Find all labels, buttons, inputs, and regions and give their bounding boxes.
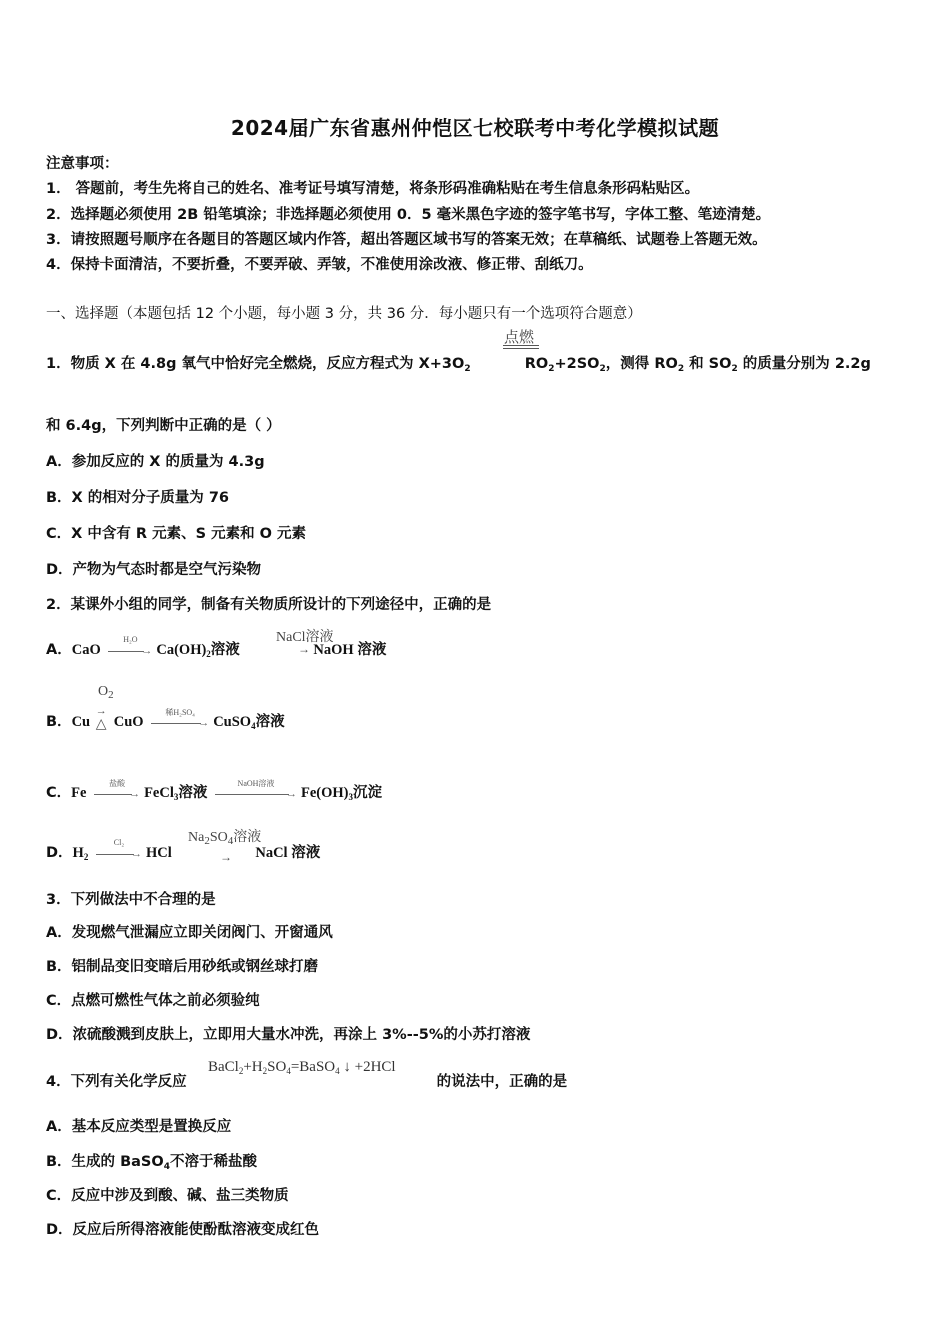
section-heading: 一、选择题（本题包括 12 个小题，每小题 3 分，共 36 分．每小题只有一个选项符合题意） (46, 306, 642, 322)
q1-option-b[interactable]: B．X 的相对分子质量为 76 (46, 490, 230, 506)
notice-item-2: 2．选择题必须使用 2B 铅笔填涂；非选择题必须使用 0．5 毫米黑色字迹的签字笔书写，字体工整、笔迹清楚。 (46, 207, 771, 223)
q3-option-a[interactable]: A．发现燃气泄漏应立即关闭阀门、开窗通风 (46, 925, 333, 941)
q3-option-c[interactable]: C．点燃可燃性气体之前必须验纯 (46, 993, 260, 1009)
arrow-icon: Cl₂ → (96, 847, 142, 861)
q2b-condition-1: $O_2$ (98, 684, 114, 701)
q2a-condition-2: NaCl溶液 (276, 630, 334, 645)
q4-option-a[interactable]: A．基本反应类型是置换反应 (46, 1119, 232, 1135)
q4-option-c[interactable]: C．反应中涉及到酸、碱、盐三类物质 (46, 1188, 289, 1204)
page-title: 2024届广东省惠州仲恺区七校联考中考化学模拟试题 (230, 116, 720, 140)
q2-option-a[interactable]: A．CaO H₂O → $Ca(OH)_2$溶液 NaOH 溶液 (46, 634, 387, 659)
q1-stem-cont: 和 6.4g，下列判断中正确的是（ ） (46, 418, 281, 434)
notice-item-3: 3．请按照题号顺序在各题目的答题区域内作答，超出答题区域书写的答案无效；在草稿纸、试题卷上答题无效。 (46, 232, 767, 248)
arrow-icon: 稀H₂SO₄ → (151, 716, 209, 730)
arrow-icon: NaOH溶液 → (215, 787, 297, 801)
q2-option-b[interactable]: B．Cu → △ CuO 稀H₂SO₄ → CuSO$_4$溶液 (46, 705, 285, 732)
q1-option-c[interactable]: C．X 中含有 R 元素、S 元素和 O 元素 (46, 526, 307, 542)
q4-option-b[interactable]: B．生成的 BaSO$_4$不溶于稀盐酸 (46, 1154, 257, 1172)
q2-stem: 2．某课外小组的同学，制备有关物质所设计的下列途径中，正确的是 (46, 597, 492, 613)
q1-option-a[interactable]: A．参加反应的 X 的质量为 4.3g (46, 454, 265, 470)
notice-item-4: 4．保持卡面清洁，不要折叠，不要弄破、弄皱，不准使用涂改液、修正带、刮纸刀。 (46, 257, 593, 273)
q2-option-c[interactable]: C．Fe 盐酸 → FeCl$_3$溶液 NaOH溶液 → $Fe(OH)_3$沉淀 (46, 778, 383, 802)
q3-option-d[interactable]: D．浓硫酸溅到皮肤上，立即用大量水冲洗，再涂上 3%--5%的小苏打溶液 (46, 1027, 531, 1043)
q2-option-d[interactable]: D．$H_2$ Cl₂ → HCl NaCl 溶液 (46, 837, 321, 862)
q2d-condition-2: $Na_2SO_4$溶液 (188, 830, 262, 847)
q3-stem: 3．下列做法中不合理的是 (46, 892, 216, 908)
q3-option-b[interactable]: B．铝制品变旧变暗后用砂纸或钢丝球打磨 (46, 959, 319, 975)
arrow-icon: 盐酸 → (94, 787, 140, 801)
q1-reaction-condition: 点燃 (504, 330, 535, 346)
q1-equal-sign (503, 345, 539, 349)
q1-stem: 1．物质 X 在 4.8g 氧气中恰好完全燃烧，反应方程式为 $X+3O_2$ $RO_2+2SO_2$，测得 $RO_2$ 和 $SO_2$ 的质量分别为 2.2g (46, 356, 871, 374)
q2b-arrow-1: → △ (95, 705, 107, 732)
q4-stem: 4．下列有关化学反应 的说法中，正确的是 (46, 1074, 568, 1090)
q4-option-d[interactable]: D．反应后所得溶液能使酚酞溶液变成红色 (46, 1222, 320, 1238)
notice-heading: 注意事项： (46, 156, 119, 172)
arrow-icon: H₂O → (108, 644, 152, 658)
q1-option-d[interactable]: D．产物为气态时都是空气污染物 (46, 562, 262, 578)
notice-item-1: 1． 答题前，考生先将自己的姓名、准考证号填写清楚，将条形码准确粘贴在考生信息条形码粘贴区。 (46, 181, 700, 197)
arrow-icon: → (298, 642, 310, 656)
arrow-icon: → (220, 850, 232, 864)
q4-equation: $BaCl_2+H_2SO_4=BaSO_4$ ↓ +2HCl (208, 1059, 396, 1076)
